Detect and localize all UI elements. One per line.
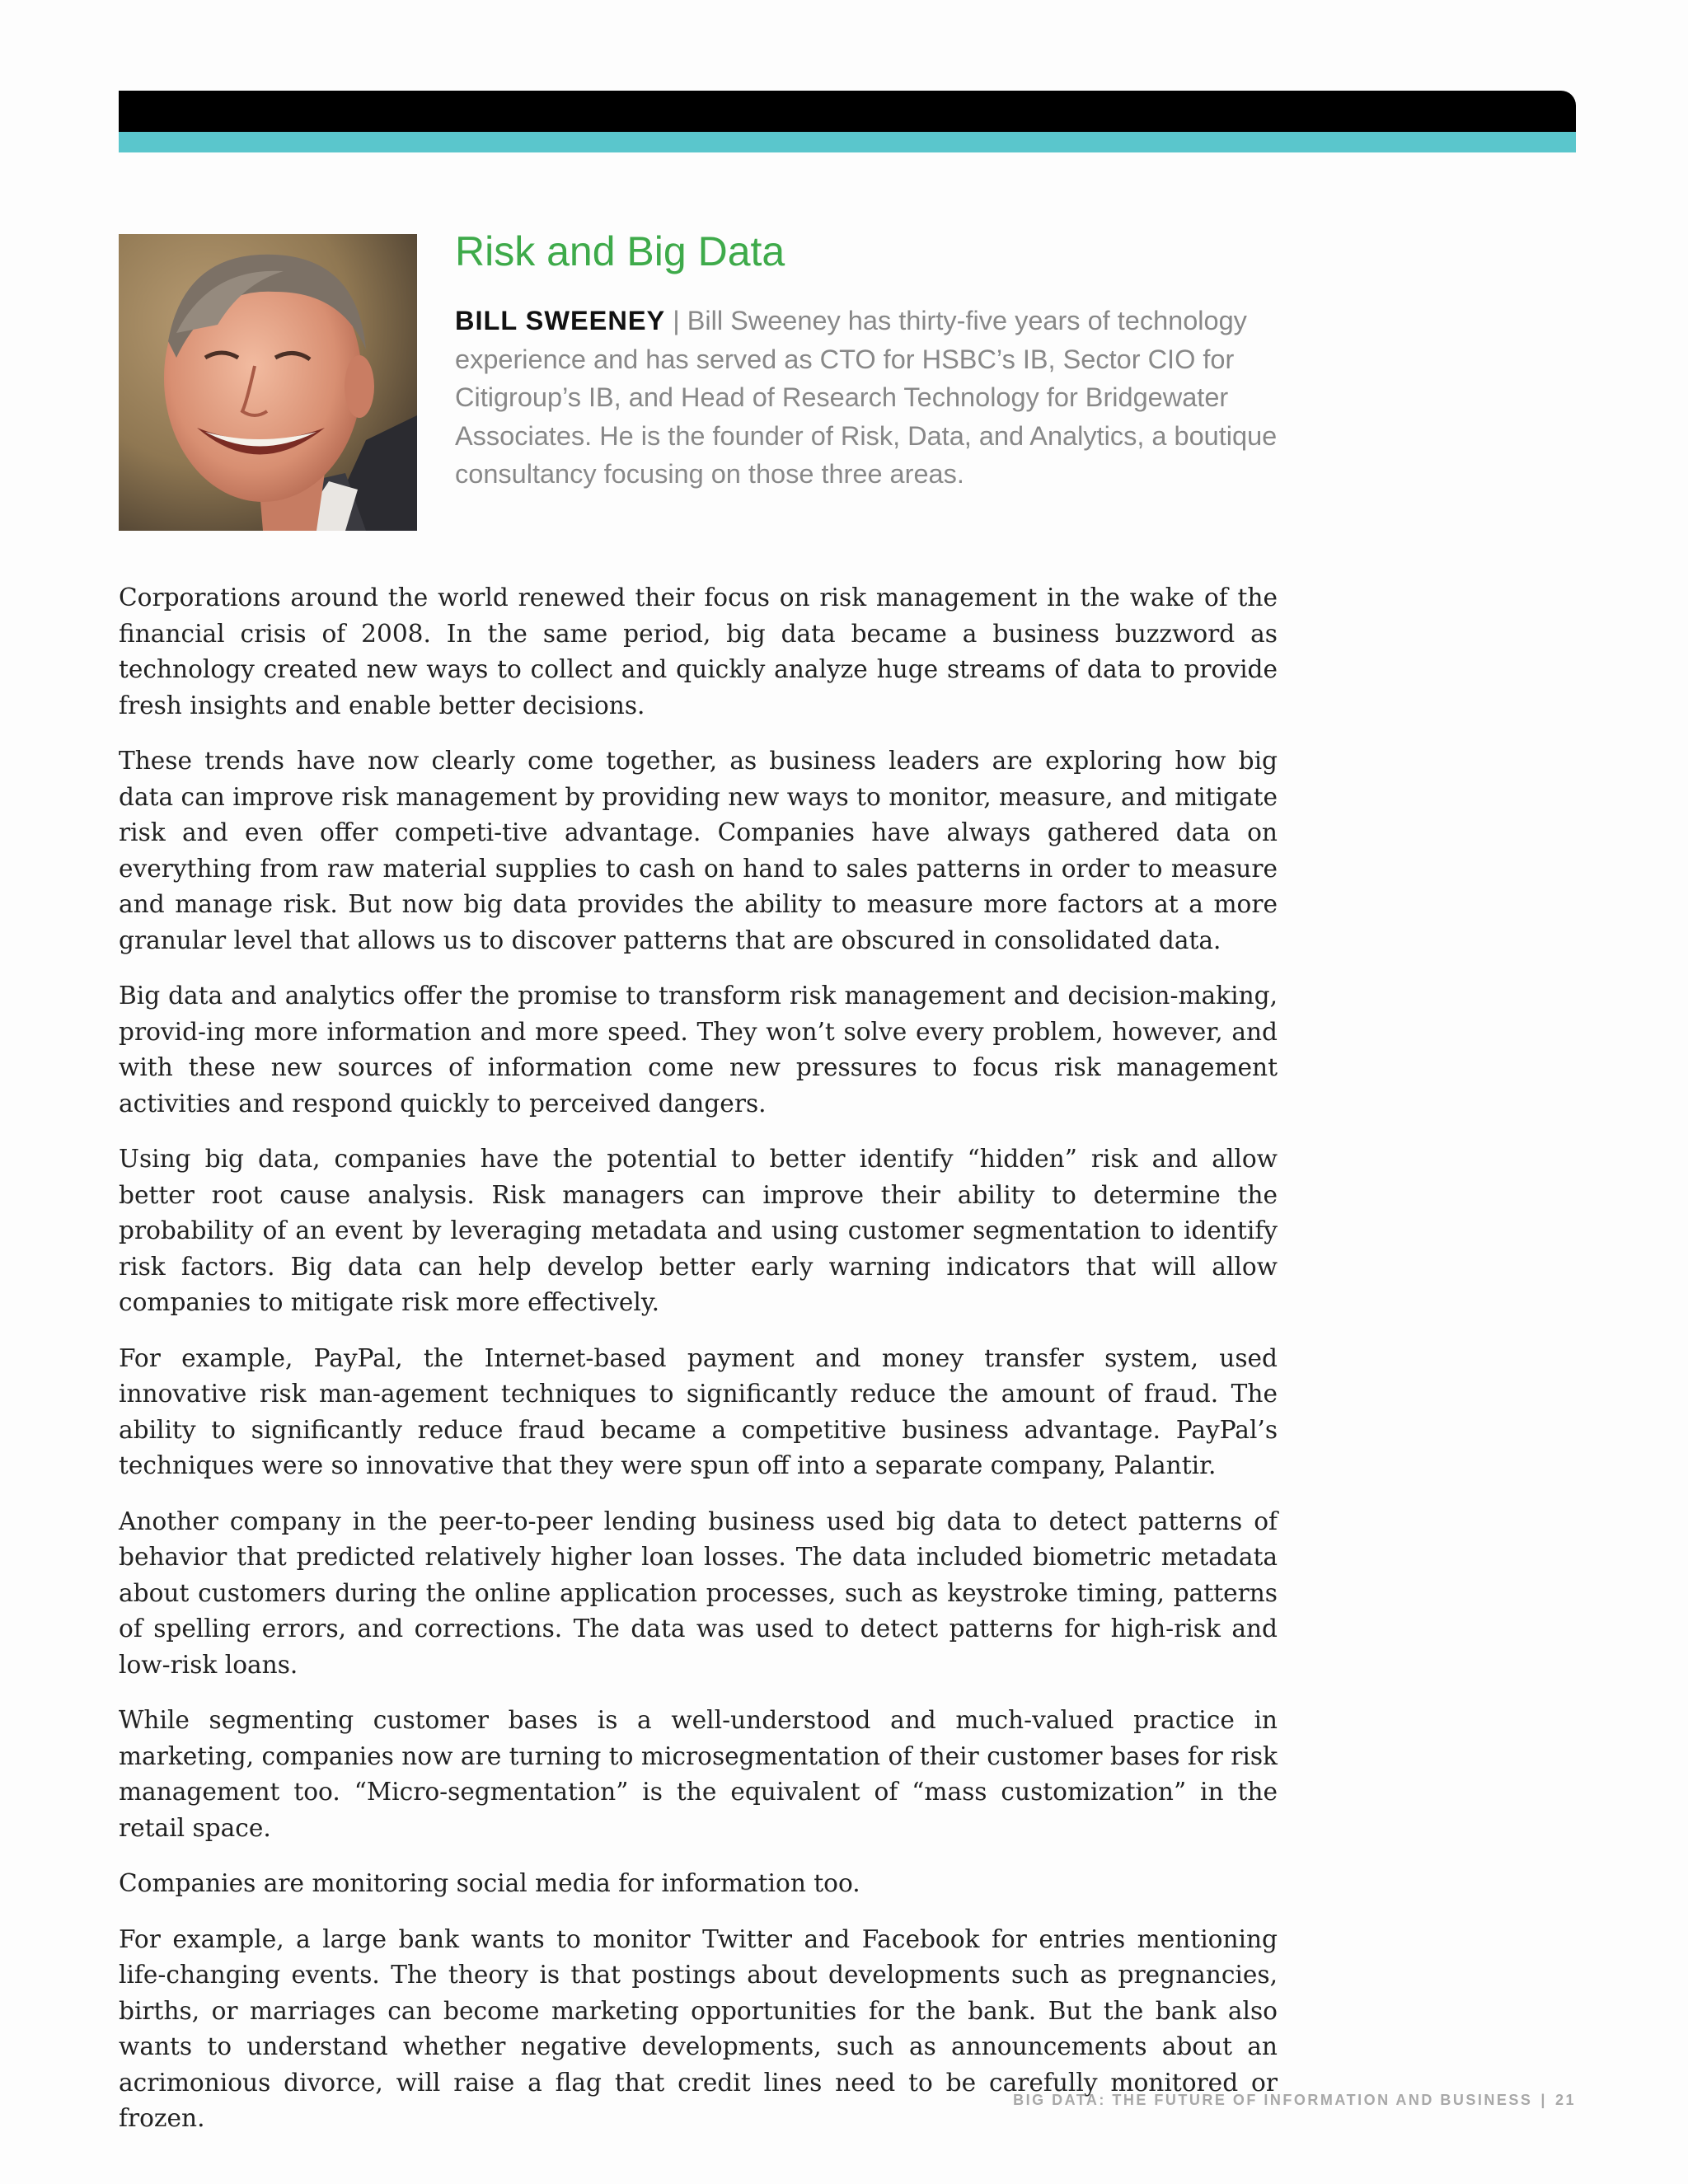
- author-portrait: [119, 234, 417, 531]
- article-body: [119, 580, 1278, 2157]
- page-footer: [1013, 2092, 1576, 2109]
- body-paragraph: Corporations around the world renewed their focus on risk management in the wake of the financial crisis of 2008. In the same period, big data became a business buzzword as technology created new ways to collect and quickly analyze huge streams of data to provide fresh insights and enable better decisions.: [119, 583, 1278, 719]
- article-title: Risk and Big Data: [455, 228, 785, 274]
- footer-separator: |: [1540, 2092, 1547, 2108]
- header-teal-stripe: [119, 132, 1576, 152]
- author-bio-text: Bill Sweeney has thirty-five years of technology experience and has served as CTO for HSBC’s IB, Sector CIO for Citigroup’s IB, and Head of Research Technology for Bridgewater Associates. He is the founder of Risk, Data, and Analytics, a boutique consultancy focusing on those three areas.: [455, 306, 1278, 489]
- footer-publication-title: BIG DATA: THE FUTURE OF INFORMATION AND BUSINESS: [1013, 2092, 1533, 2108]
- body-paragraph: Using big data, companies have the potential to better identify “hidden” risk and allow better root cause analysis. Risk managers can improve their ability to determine the probability of an event by leveraging metadata and using customer segmentation to identify risk factors. Big data can help develop better early warning indicators that will allow companies to mitigate risk more effectively.: [119, 1145, 1278, 1316]
- body-paragraph: Another company in the peer-to-peer lending business used big data to detect patterns of behavior that predicted relatively higher loan losses. The data included biometric metadata about customers during the online application processes, such as keystroke timing, patterns of spelling errors, and corrections. The data was used to detect patterns for high-risk and low-risk loans.: [119, 1507, 1278, 1679]
- body-paragraph: These trends have now clearly come together, as business leaders are exploring how big data can improve risk management by providing new ways to monitor, measure, and mitigate risk and even offer competi-tive advantage. Companies have always gathered data on everything from raw material supplies to cash on hand to sales patterns in order to measure and manage risk. But now big data provides the ability to measure more factors at a more granular level that allows us to discover patterns that are obscured in consolidated data.: [119, 747, 1278, 954]
- body-paragraph: Companies are monitoring social media for information too.: [119, 1869, 860, 1897]
- body-paragraph: For example, a large bank wants to monitor Twitter and Facebook for entries mentioning life-changing events. The theory is that postings about developments such as pregnancies, births, or marriages can become marketing opportunities for the bank. But the bank also wants to understand whether negative developments, such as announcements about an acrimonious divorce, will raise a flag that credit lines need to be carefully monitored or frozen.: [119, 1924, 1278, 2132]
- header-black-bar: [119, 91, 1576, 132]
- body-paragraph: For example, PayPal, the Internet-based payment and money transfer system, used innovative risk man-agement techniques to significantly reduce the amount of fraud. The ability to significantly reduce fraud became a competitive business advantage. PayPal’s techniques were so innovative that they were spun off into a separate company, Palantir.: [119, 1343, 1278, 1479]
- body-paragraph: Big data and analytics offer the promise to transform risk management and decision-making, provid-ing more information and more speed. They won’t solve every problem, however, and with these new sources of information come new pressures to focus risk management activities and respond quickly to perceived dangers.: [119, 982, 1278, 1118]
- author-bio: [455, 302, 1279, 494]
- page-number: 21: [1554, 2092, 1576, 2108]
- bio-separator: |: [673, 306, 680, 335]
- body-paragraph: While segmenting customer bases is a well-understood and much-valued practice in marketing, companies now are turning to microsegmentation of their customer bases for risk management too. “Micro-segmentation” is the equivalent of “mass customization” in the retail space.: [119, 1706, 1278, 1842]
- author-portrait-photo: [119, 234, 417, 531]
- author-name: BILL SWEENEY: [455, 306, 666, 335]
